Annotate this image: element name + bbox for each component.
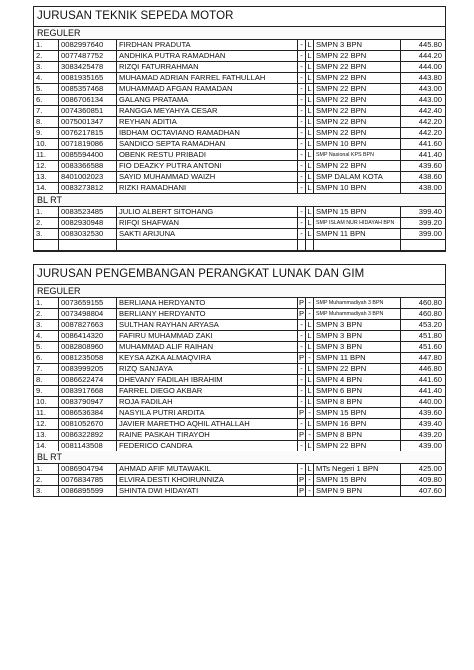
student-id: 8401002023: [59, 172, 117, 183]
table-row: [34, 298, 445, 309]
row-number: 3.: [34, 320, 59, 331]
row-number: 2.: [34, 51, 59, 62]
row-number: 10.: [34, 397, 59, 408]
school-name: MTs Negeri 1 BPN: [314, 464, 401, 475]
student-id: 0086706134: [59, 95, 117, 106]
row-number: [34, 240, 59, 251]
student-id: 0081143508: [59, 441, 117, 452]
student-id: 0077487752: [59, 51, 117, 62]
student-name: SANDICO SEPTA RAMADHAN: [117, 139, 298, 150]
table-row: [34, 172, 445, 183]
gender-l-cell: L: [307, 117, 312, 126]
gender-p-cell: P: [298, 408, 305, 417]
row-number: 6.: [34, 95, 59, 106]
table-row: [34, 95, 445, 106]
gender-p-cell: -: [298, 40, 306, 51]
table-row: [34, 106, 445, 117]
school-name: SMPN 3 BPN: [314, 342, 401, 353]
gender-p-cell: -: [298, 229, 306, 240]
table-row: [34, 84, 445, 95]
section-pengembangan-perangkat-lunak: [33, 264, 446, 497]
student-name: RANGGA MEYAHYA CESAR: [117, 106, 298, 117]
student-name: FAFIRU MUHAMMAD ZAKI: [117, 331, 298, 342]
gender-l-cell: L: [307, 51, 312, 60]
school-name: SMPN 22 BPN: [314, 106, 401, 117]
table-row: [34, 320, 445, 331]
school-name: SMPN 9 BPN: [314, 486, 401, 497]
student-id: 0083032530: [59, 229, 117, 240]
school-name: SMPN 22 BPN: [314, 441, 401, 452]
student-id: 0087827663: [59, 320, 117, 331]
gender-l-cell: L: [307, 375, 312, 384]
gender-l-cell: L: [307, 106, 312, 115]
gender-l-cell: L: [307, 397, 312, 406]
score: 444.20: [401, 51, 446, 62]
row-number: 4.: [34, 331, 59, 342]
student-name: NASYILA PUTRI ARDITA: [117, 408, 298, 419]
table-row: [34, 408, 445, 419]
student-id: 0075001347: [59, 117, 117, 128]
table-row: [34, 342, 445, 353]
student-name: RIZKI RAMADHANI: [117, 183, 298, 194]
school-name: SMPN 22 BPN: [314, 161, 401, 172]
school-name: SMPN 11 BPN: [314, 353, 401, 364]
school-name: SMPN 22 BPN: [314, 117, 401, 128]
table-row: [34, 51, 445, 62]
student-name: FIO DEAZKY PUTRA ANTONI: [117, 161, 298, 172]
gender-p-cell: -: [298, 218, 306, 229]
score: 460.80: [401, 298, 446, 309]
school-name: SMPN 15 BPN: [314, 408, 401, 419]
score: 438.60: [401, 172, 446, 183]
score: 399.20: [401, 218, 446, 229]
student-name: MUHAMMAD ALIF RAIHAN: [117, 342, 298, 353]
student-name: JULIO ALBERT SITOHANG: [117, 207, 298, 218]
row-number: 3.: [34, 486, 59, 497]
gender-l-cell: -: [306, 309, 314, 320]
score: 438.00: [401, 183, 446, 194]
row-number: 9.: [34, 386, 59, 397]
student-id: 0076217815: [59, 128, 117, 139]
score: 443.00: [401, 84, 446, 95]
row-number: 1.: [34, 464, 59, 475]
score: 399.40: [401, 207, 446, 218]
student-id: 0086622474: [59, 375, 117, 386]
gender-l-cell: L: [307, 218, 312, 227]
table-row: [34, 397, 445, 408]
student-name: BERLIANA HERDYANTO: [117, 298, 298, 309]
table-row: [34, 375, 445, 386]
score: 441.40: [401, 150, 446, 161]
gender-p-cell: -: [298, 397, 306, 408]
score: 447.80: [401, 353, 446, 364]
gender-p-cell: -: [298, 84, 306, 95]
school-name: SMP Muhammadiyah 3 BPN: [314, 298, 401, 309]
table-row: [34, 218, 445, 229]
student-id: 0083366588: [59, 161, 117, 172]
table-row: [34, 150, 445, 161]
gender-p-cell: -: [298, 183, 306, 194]
gender-l-cell: L: [307, 386, 312, 395]
school-name: SMPN 22 BPN: [314, 95, 401, 106]
gender-l-cell: L: [307, 364, 312, 373]
table-row: [34, 475, 445, 486]
student-id: 0082930948: [59, 218, 117, 229]
school-name: SMPN 22 BPN: [314, 51, 401, 62]
school-name: SMPN 10 BPN: [314, 139, 401, 150]
student-id: 0083273812: [59, 183, 117, 194]
table-row: [34, 331, 445, 342]
gender-l-cell: L: [307, 183, 312, 192]
student-name: SHINTA DWI HIDAYATI: [117, 486, 298, 497]
row-number: 13.: [34, 430, 59, 441]
score: 442.20: [401, 128, 446, 139]
school-name: SMP DALAM KOTA: [314, 172, 401, 183]
student-id: 0082997640: [59, 40, 117, 51]
student-id: 0083999205: [59, 364, 117, 375]
table-row: [34, 73, 445, 84]
score: 407.60: [418, 486, 442, 495]
student-id: 0083523485: [59, 207, 117, 218]
table-row: [34, 364, 445, 375]
gender-p-cell: -: [298, 320, 306, 331]
score: 439.40: [401, 419, 446, 430]
score: 445.80: [401, 40, 446, 51]
table-row: [34, 62, 445, 73]
row-number: 8.: [34, 375, 59, 386]
score: 439.60: [401, 408, 446, 419]
gender-p-cell: -: [298, 106, 306, 117]
student-name: RAINE PASKAH TIRAYOH: [117, 430, 298, 441]
student-id: 0074360851: [59, 106, 117, 117]
student-name: JAVIER MARETHO AQHIL ATHALLAH: [117, 419, 298, 430]
section-title: JURUSAN PENGEMBANGAN PERANGKAT LUNAK DAN GIM: [34, 265, 445, 285]
gender-p-cell: P: [298, 309, 305, 318]
student-name: SAKTI ARIJUNA: [117, 229, 298, 240]
student-id: 0073498804: [59, 309, 117, 320]
student-name: RIFQI SHAFWAN: [117, 218, 298, 229]
school-name: SMPN 8 BPN: [314, 430, 401, 441]
row-number: 2.: [34, 218, 59, 229]
section-title: JURUSAN TEKNIK SEPEDA MOTOR: [34, 7, 445, 27]
score: 439.00: [418, 441, 442, 450]
school-name: SMPN 16 BPN: [314, 419, 401, 430]
gender-p-cell: -: [298, 128, 306, 139]
student-id: 0082808960: [59, 342, 117, 353]
score: [401, 240, 446, 251]
school-name: [314, 240, 401, 251]
student-table: [34, 298, 445, 451]
school-name: SMP Muhammadiyah 3 BPN: [314, 309, 401, 320]
row-number: 7.: [34, 364, 59, 375]
school-name: SMPN 8 BPN: [314, 397, 401, 408]
gender-l-cell: -: [306, 298, 314, 309]
student-id: 0086904794: [59, 464, 117, 475]
gender-l-cell: L: [307, 62, 312, 71]
group-label-reguler: REGULER: [34, 285, 445, 298]
school-name: SMPN 22 BPN: [314, 84, 401, 95]
student-id: 0085357468: [59, 84, 117, 95]
gender-p-cell: P: [298, 353, 305, 362]
gender-l-cell: -: [306, 430, 314, 441]
gender-p-cell: -: [298, 62, 306, 73]
gender-l-cell: L: [307, 73, 312, 82]
score: 441.60: [401, 139, 446, 150]
school-name: SMPN 3 BPN: [314, 40, 401, 51]
score: 443.00: [401, 95, 446, 106]
score: 441.60: [401, 375, 446, 386]
score: 409.80: [401, 475, 446, 486]
school-name: SMPN 15 BPN: [314, 207, 401, 218]
row-number: 12.: [34, 419, 59, 430]
school-name: SMPN 3 BPN: [314, 320, 401, 331]
row-number: 3.: [34, 62, 59, 73]
row-number: 1.: [34, 207, 59, 218]
student-name: SULTHAN RAYHAN ARYASA: [117, 320, 298, 331]
gender-l-cell: L: [307, 331, 312, 340]
group-label-blrt: BL RT: [34, 194, 445, 207]
school-name: SMPN 22 BPN: [314, 73, 401, 84]
row-number: 9.: [34, 128, 59, 139]
table-row: [34, 441, 445, 452]
row-number: 5.: [34, 342, 59, 353]
table-row: [34, 183, 445, 194]
gender-l-cell: -: [306, 408, 314, 419]
school-name: SMPN 15 BPN: [314, 475, 401, 486]
group-label-blrt: BL RT: [34, 451, 445, 464]
student-name: REYHAN ADITIA: [117, 117, 298, 128]
gender-l-cell: L: [307, 161, 312, 170]
gender-l-cell: -: [306, 353, 314, 364]
score: 442.40: [401, 106, 446, 117]
row-number: 10.: [34, 139, 59, 150]
student-id: 0073659155: [59, 298, 117, 309]
gender-l-cell: L: [307, 84, 312, 93]
gender-p-cell: -: [298, 386, 306, 397]
gender-p-cell: -: [298, 51, 306, 62]
score: 399.00: [401, 229, 446, 240]
table-row: [34, 419, 445, 430]
student-name: FIRDHAN PRADUTA: [117, 40, 298, 51]
gender-l-cell: L: [307, 207, 312, 216]
student-name: DHEVANY FADILAH IBRAHIM: [117, 375, 298, 386]
table-row: [34, 486, 445, 497]
student-name: MUHAMAD ADRIAN FARREL FATHULLAH: [117, 73, 298, 84]
student-name: IBDHAM OCTAVIANO RAMADHAN: [117, 128, 298, 139]
table-row: [34, 430, 445, 441]
student-name: KEYSA AZKA ALMAQVIRA: [117, 353, 298, 364]
gender-l-cell: L: [307, 441, 312, 450]
score: 446.80: [401, 364, 446, 375]
gender-l-cell: L: [307, 464, 312, 473]
student-name: RIZQ SANJAYA: [117, 364, 298, 375]
gender-p-cell: -: [298, 150, 306, 161]
school-name: SMPN 10 BPN: [314, 183, 401, 194]
gender-l-cell: [306, 240, 314, 251]
row-number: 14.: [34, 441, 59, 452]
student-name: ELVIRA DESTI KHOIRUNNIZA: [117, 475, 298, 486]
table-row: [34, 229, 445, 240]
table-row: [34, 309, 445, 320]
gender-p-cell: -: [298, 464, 306, 475]
gender-p-cell: P: [298, 430, 305, 439]
table-row: [34, 139, 445, 150]
gender-l-cell: L: [307, 128, 312, 137]
gender-p-cell: -: [298, 95, 306, 106]
row-number: 1.: [34, 298, 59, 309]
table-row: [34, 386, 445, 397]
score: 425.00: [401, 464, 446, 475]
gender-l-cell: L: [307, 150, 312, 159]
row-number: 2.: [34, 309, 59, 320]
student-name: GALANG PRATAMA: [117, 95, 298, 106]
score: 451.80: [401, 331, 446, 342]
student-name: RIZQI FATURRAHMAN: [117, 62, 298, 73]
school-name: SMPN 11 BPN: [314, 229, 401, 240]
school-name: SMP ISLAM NUR HIDAYAH BPN: [314, 218, 401, 229]
student-name: ROJA FADILAH: [117, 397, 298, 408]
score: 460.80: [401, 309, 446, 320]
gender-l-cell: L: [307, 172, 312, 181]
group-label-reguler: REGULER: [34, 27, 445, 40]
table-row: [34, 240, 445, 251]
student-name: MUHAMMAD AFGAN RAMADAN: [117, 84, 298, 95]
school-name: SMPN 22 BPN: [314, 62, 401, 73]
gender-l-cell: -: [306, 486, 314, 497]
row-number: 2.: [34, 475, 59, 486]
gender-l-cell: L: [307, 229, 312, 238]
student-id: 0086414320: [59, 331, 117, 342]
school-name: SMPN 6 BPN: [314, 386, 401, 397]
gender-l-cell: L: [307, 320, 312, 329]
gender-p-cell: P: [298, 486, 305, 495]
table-row: [34, 207, 445, 218]
student-id: 0081052670: [59, 419, 117, 430]
student-id: 0086895599: [59, 486, 117, 497]
school-name: SMP Nasional KPS BPN: [314, 150, 401, 161]
row-number: 11.: [34, 150, 59, 161]
student-id: 0086322892: [59, 430, 117, 441]
gender-l-cell: L: [307, 419, 312, 428]
gender-l-cell: L: [307, 40, 312, 49]
score: 453.20: [401, 320, 446, 331]
row-number: 6.: [34, 353, 59, 364]
gender-l-cell: L: [307, 342, 312, 351]
gender-p-cell: -: [298, 331, 306, 342]
gender-p-cell: -: [298, 161, 306, 172]
student-table: [34, 40, 445, 194]
school-name: SMPN 22 BPN: [314, 364, 401, 375]
gender-p-cell: -: [298, 73, 306, 84]
student-id: 3083425478: [59, 62, 117, 73]
gender-p-cell: -: [298, 172, 306, 183]
student-name: [117, 240, 298, 251]
row-number: 7.: [34, 106, 59, 117]
table-row: [34, 40, 445, 51]
gender-p-cell: -: [298, 342, 306, 353]
student-name: FARREL DIEGO AKBAR: [117, 386, 298, 397]
student-name: BERLIANY HERDYANTO: [117, 309, 298, 320]
school-name: SMPN 22 BPN: [314, 128, 401, 139]
row-number: 4.: [34, 73, 59, 84]
student-id: 0086536384: [59, 408, 117, 419]
score: 441.40: [401, 386, 446, 397]
table-row: [34, 353, 445, 364]
student-id: 0083790947: [59, 397, 117, 408]
student-id: [59, 240, 117, 251]
table-row: [34, 161, 445, 172]
school-name: SMPN 4 BPN: [314, 375, 401, 386]
score: 442.20: [401, 117, 446, 128]
gender-p-cell: [298, 240, 306, 251]
student-table: [34, 464, 445, 496]
student-id: 0085594400: [59, 150, 117, 161]
student-id: 0071819086: [59, 139, 117, 150]
gender-p-cell: P: [298, 475, 305, 484]
table-row: [34, 464, 445, 475]
row-number: 13.: [34, 172, 59, 183]
student-name: SAYID MUHAMMAD WAIZH: [117, 172, 298, 183]
table-row: [34, 128, 445, 139]
student-id: 0081235058: [59, 353, 117, 364]
student-id: 0076834785: [59, 475, 117, 486]
gender-p-cell: -: [298, 117, 306, 128]
gender-l-cell: L: [307, 139, 312, 148]
row-number: 8.: [34, 117, 59, 128]
score: 451.60: [401, 342, 446, 353]
student-name: ANDHIKA PUTRA RAMADHAN: [117, 51, 298, 62]
score: 439.60: [401, 161, 446, 172]
gender-p-cell: -: [298, 441, 306, 452]
gender-p-cell: -: [298, 139, 306, 150]
gender-p-cell: -: [298, 375, 306, 386]
gender-p-cell: -: [298, 364, 306, 375]
student-name: FEDERICO CANDRA: [117, 441, 298, 452]
student-table: [34, 207, 445, 251]
student-name: AHMAD AFIF MUTAWAKIL: [117, 464, 298, 475]
gender-p-cell: -: [298, 207, 306, 218]
student-id: 0081935165: [59, 73, 117, 84]
gender-p-cell: -: [298, 419, 306, 430]
admission-sheet: [33, 6, 446, 509]
row-number: 3.: [34, 229, 59, 240]
school-name: SMPN 3 BPN: [314, 331, 401, 342]
table-row: [34, 117, 445, 128]
score: 439.20: [401, 430, 446, 441]
score: 440.00: [401, 397, 446, 408]
student-name: OBENK RESTU PRIBADI: [117, 150, 298, 161]
section-teknik-sepeda-motor: [33, 6, 446, 252]
score: 444.00: [401, 62, 446, 73]
row-number: 12.: [34, 161, 59, 172]
gender-p-cell: P: [298, 298, 305, 307]
score: 443.80: [401, 73, 446, 84]
student-id: 0083917668: [59, 386, 117, 397]
row-number: 5.: [34, 84, 59, 95]
gender-l-cell: L: [307, 95, 312, 104]
gender-l-cell: -: [306, 475, 314, 486]
row-number: 1.: [34, 40, 59, 51]
row-number: 11.: [34, 408, 59, 419]
row-number: 14.: [34, 183, 59, 194]
